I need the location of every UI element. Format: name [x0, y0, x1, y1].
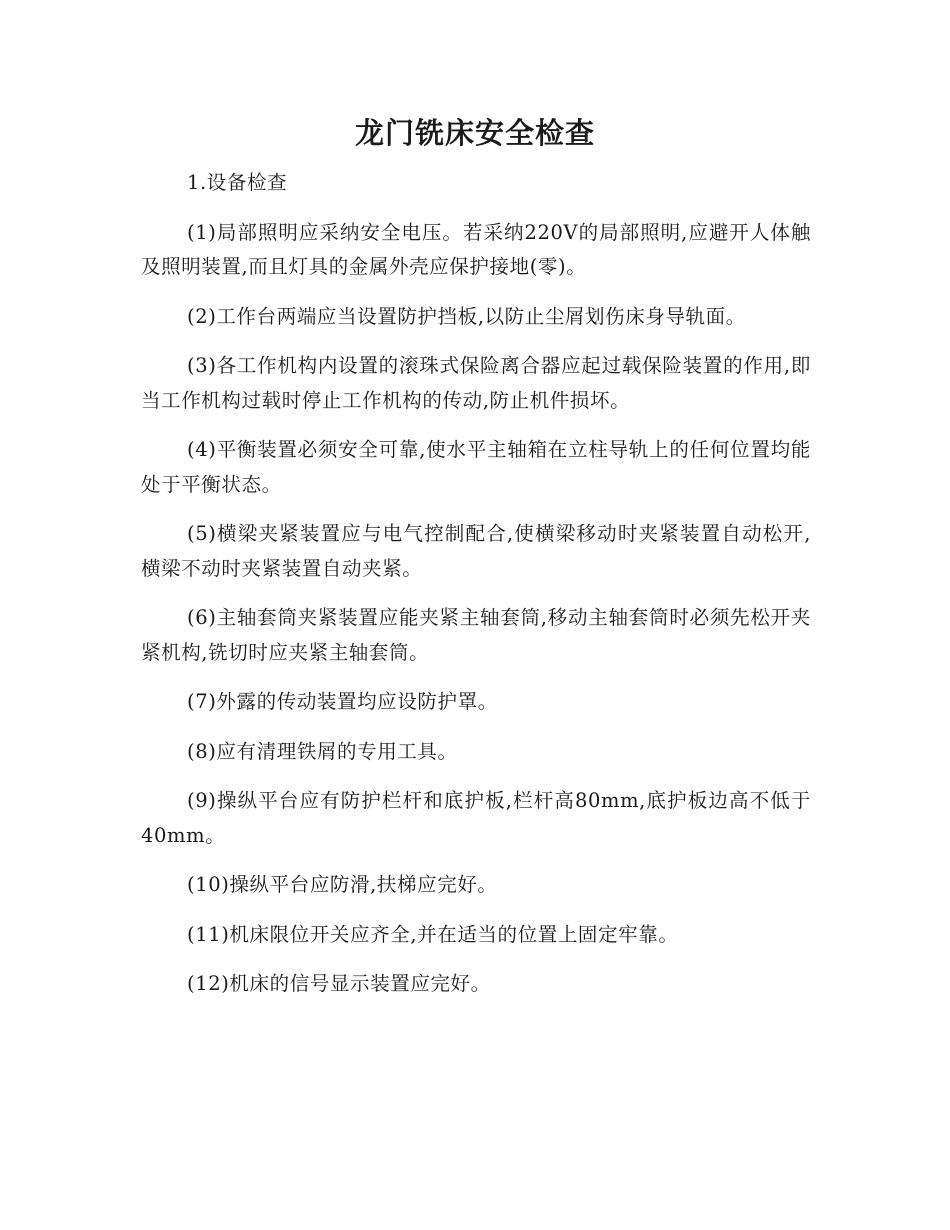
checklist-item-8: (8)应有清理铁屑的专用工具。: [187, 739, 458, 763]
checklist-item-12: (12)机床的信号显示装置应完好。: [187, 972, 491, 995]
section-heading: 1.设备检查: [187, 171, 288, 194]
checklist-item-7: (7)外露的传动装置均应设防护罩。: [187, 690, 498, 713]
document-title: 龙门铣床安全检查: [354, 116, 595, 150]
checklist-item-5: (5)横梁夹紧装置应与电气控制配合,使横梁移动时夹紧装置自动松开,横梁不动时夹紧装置自动夹紧。: [141, 522, 811, 580]
checklist-item-9: (9)操纵平台应有防护栏杆和底护板,栏杆高80mm,底护板边高不低于40mm。: [141, 789, 811, 847]
checklist-item-3: (3)各工作机构内设置的滚珠式保险离合器应起过载保险装置的作用,即当工作机构过载时停止工作机构的传动,防止机件损坏。: [141, 354, 811, 412]
checklist-item-4: (4)平衡装置必须安全可靠,使水平主轴箱在立柱导轨上的任何位置均能处于平衡状态。: [141, 438, 811, 496]
checklist-item-6: (6)主轴套筒夹紧装置应能夹紧主轴套筒,移动主轴套筒时必须先松开夹紧机构,铣切时应夹紧主轴套筒。: [141, 606, 811, 664]
checklist-item-1: (1)局部照明应采纳安全电压。若采纳220V的局部照明,应避开人体触及照明装置,而且灯具的金属外壳应保护接地(零)。: [141, 220, 811, 278]
checklist-item-2: (2)工作台两端应当设置防护挡板,以防止尘屑划伤床身导轨面。: [187, 304, 746, 328]
document-body: [141, 166, 811, 1017]
checklist-item-11: (11)机床限位开关应齐全,并在适当的位置上固定牢靠。: [187, 922, 679, 946]
checklist-item-10: (10)操纵平台应防滑,扶梯应完好。: [187, 873, 498, 896]
